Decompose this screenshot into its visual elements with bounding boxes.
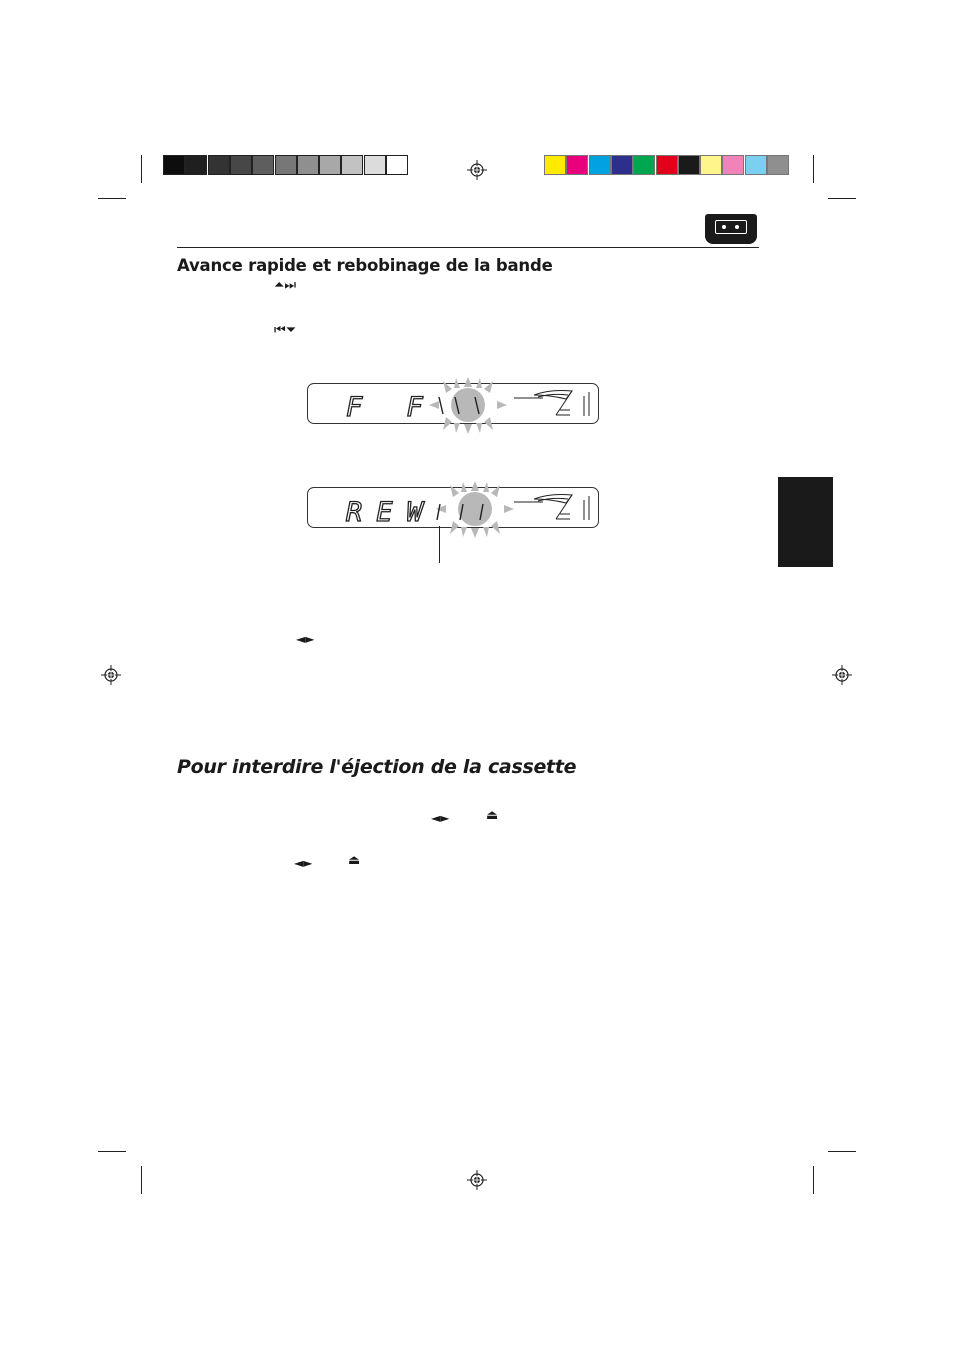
blinking-burst-icon xyxy=(436,481,514,538)
callout-pointer-line xyxy=(439,526,440,563)
cassette-icon xyxy=(705,214,757,244)
gray-swatch xyxy=(230,155,252,175)
color-swatch xyxy=(544,155,566,175)
color-swatch xyxy=(656,155,678,175)
lcd-text-ff: F F xyxy=(346,392,437,423)
tape-level-graphic xyxy=(514,495,589,521)
crosshair-target-icon xyxy=(467,160,487,180)
gray-swatch xyxy=(252,155,274,175)
gray-swatch xyxy=(386,155,408,175)
gray-swatch xyxy=(275,155,297,175)
crop-mark xyxy=(98,1151,126,1152)
crosshair-target-icon xyxy=(101,665,121,685)
color-swatch xyxy=(700,155,722,175)
crop-mark xyxy=(813,155,814,183)
color-swatch xyxy=(633,155,655,175)
color-swatch xyxy=(611,155,633,175)
tape-level-graphic xyxy=(514,391,589,417)
eject-icon: ⏏ xyxy=(486,808,499,823)
crop-mark xyxy=(813,1166,814,1194)
play-direction-button-icon: ◄► xyxy=(431,811,450,825)
play-direction-button-icon: ◄► xyxy=(294,856,313,870)
crop-mark xyxy=(828,1151,856,1152)
section-title-eject-lock: Pour interdire l'éjection de la cassette xyxy=(177,756,577,778)
rewind-button-icon: ⏮⏷ xyxy=(274,323,297,338)
gray-swatch xyxy=(185,155,207,175)
crop-mark xyxy=(98,198,126,199)
eject-icon: ⏏ xyxy=(348,853,361,868)
play-direction-button-icon: ◄► xyxy=(296,632,315,646)
header-rule xyxy=(177,247,759,248)
crop-mark xyxy=(828,198,856,199)
crop-mark xyxy=(141,1166,142,1194)
gray-swatch xyxy=(319,155,341,175)
gray-swatch xyxy=(208,155,230,175)
section-title-fast-forward-rewind: Avance rapide et rebobinage de la bande xyxy=(177,256,553,275)
lcd-text-rew: REW xyxy=(346,497,437,528)
color-swatch xyxy=(589,155,611,175)
crosshair-target-icon xyxy=(467,1170,487,1190)
cassette-window xyxy=(715,220,747,234)
crop-mark xyxy=(141,155,142,183)
gray-swatch xyxy=(341,155,363,175)
fast-forward-button-icon: ⏶⏭ xyxy=(274,278,297,293)
lcd-display-rew xyxy=(307,487,599,528)
language-side-tab xyxy=(778,477,833,567)
crosshair-target-icon xyxy=(832,665,852,685)
color-swatch xyxy=(745,155,767,175)
cassette-reel-right xyxy=(735,225,739,229)
color-swatch xyxy=(678,155,700,175)
gray-swatch xyxy=(163,155,185,175)
color-swatch xyxy=(722,155,744,175)
cassette-reel-left xyxy=(722,225,726,229)
gray-swatch xyxy=(297,155,319,175)
color-swatch xyxy=(767,155,789,175)
gray-swatch xyxy=(364,155,386,175)
lcd-display-ff xyxy=(307,383,599,424)
color-swatch xyxy=(566,155,588,175)
